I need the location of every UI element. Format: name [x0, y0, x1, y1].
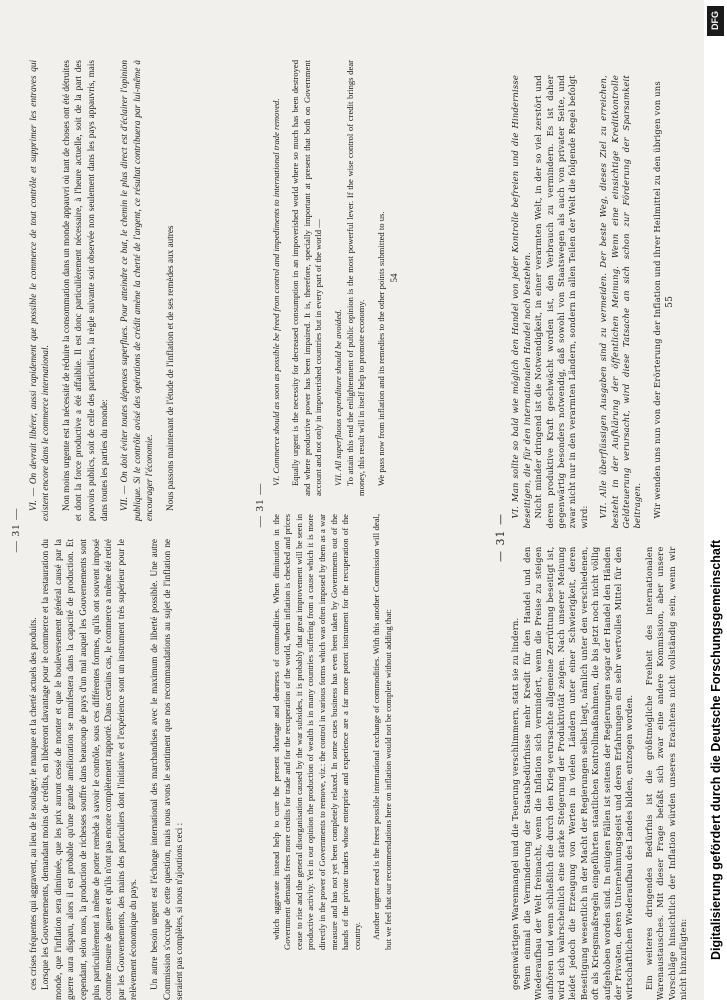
column-french	[10, 60, 260, 1000]
paragraph: Another urgent need is the freest possible international exchange of commodities. With this another Commission will deal, but we feel that our recommendations here on inflation would not be complete without adding that:	[371, 514, 393, 950]
paragraph: which aggravate instead help to cure the present shortage and dearness of commodities. When diminution in the Government demands frees more credits for trade and for the recuperation of the world, when inflation is checked and prices cease to rise and the general disorganisation caused by the war subsides, it is probably that great improvement will be seen in productive activity. Yet in our opinion the production of wealth is in many countries suffering from a cause which it is more directly in the power of Governments to remove, viz.: the control in various forms which was often imposed by them as a war measure and has not yet been completely relaxed. In some cases business has even been taken by Governments out of the hands of the private traders whose enterprise and experience are a far more potent instrument for the recuperation of the country.	[270, 514, 362, 950]
english-text	[271, 60, 402, 950]
german-text	[510, 75, 689, 1000]
page-header: — 31 —	[10, 507, 22, 553]
recommendation-vi: VI. Commerce should as soon as possible be freed from control and impediments to international trade removed.	[270, 98, 281, 486]
paragraph: To attain this end the enlightenment of public opinion is the most powerful lever. If the wise control of credit brings dear money, this result will in itself help to promote economy.	[344, 60, 367, 496]
recommendation-vi: VI. Man sollte so bald wie möglich den Handel von jeder Kontrolle befreien und die Hindernisse beseitigen, die für den internationalen Handel noch bestehen.	[510, 75, 532, 529]
recommendation-vii: VII. — On doit éviter toutes dépenses superflues. Pour atteindre ce but, le chemin le plus direct est d'éclairer l'opinion publique. Si le contrôle avisé des opérations de crédit amène la cherté de l'argent, ce résultat contribuera par lui-même à encourager l'économie.	[119, 60, 155, 521]
digitisation-watermark	[704, 0, 727, 1000]
paragraph: Non moins urgente est la nécessité de réduire la consommation dans un monde appauvri où tant de choses ont été détruites et dont la force productive a été affaiblie. Il est donc particulièrement nécessaire, à l'heure actuelle, soit de la part des pouvoirs publics, soit de celle des particuliers, la règle suivante soit observée non seulement dans les pays appauvris, mais dans toutes les parties du monde:	[60, 60, 109, 521]
recommendation-vii: VII. Alle überflüssigen Ausgaben sind zu vermeiden. Der beste Weg, dieses Ziel zu erreichen, besteht in der Aufklärung der öffentlichen Meinung. Wenn eine einsichtige Kreditkontrolle Geldteuerung verursacht, wird diese Tatsache an sich schon zur Förderung der Sparsamkeit beitragen.	[598, 75, 643, 529]
recommendation-vii: VII. All superfluous expenditure should be avoided.	[332, 309, 343, 486]
column-english	[255, 60, 485, 950]
paragraph: Ein weiteres dringendes Bedürfnis ist die größtmögliche Freiheit des internationalen Warenaustausches. Mit dieser Frage befaßt sich zwar eine andere Kommission, aber unsere Vorschläge hinsichtlich der Inflation würden unseres Erachtens nicht vollständig sein, wenn wir nicht hinzufügten:	[643, 546, 689, 1000]
page-header: — 31 —	[254, 482, 266, 528]
watermark-text: Digitalisierung gefördert durch die Deutsche Forschungsgemeinschaft	[709, 539, 723, 960]
page-header: — 31 —	[494, 513, 507, 562]
paragraph: Nous passons maintenant de l'étude de l'inflation et de ses remèdes aux autres	[164, 225, 175, 511]
paragraph: Wir wenden uns nun von der Erörterung der Inflation und ihrer Heilmittel zu den übrigen von uns	[651, 81, 662, 519]
recommendation-vi: VI. — On devrait libérer, aussi rapidement que possible le commerce de tout contrôle et supprimer les entraves qui existent encore dans le commerce international.	[27, 60, 51, 521]
page-mark: 54	[389, 273, 400, 283]
paragraph: Wenn einmal die Verminderung der Staatsbedürfnisse mehr Kredit für den Handel und den Wiederaufbau der Welt freimacht, wenn die Inflation sich vermindert, wenn die Preise zu steigen aufhören und wenn schließlich die durch den Krieg verursachte allgemeine Zerrüttung beseitigt ist, wird sich wahrscheinlich eine starke Steigerung der Produktivität zeigen. Nach unserer Meinung leidet jedoch die Erzeugung von Werten in vielen Ländern unter einer Schwierigkeit, deren Beseitigung wesentlich in der Macht der Regierungen selbst liegt, nämlich unter den verschiedenen, oft als Kriegsmaßregeln eingeführten staatlichen Kontrollmaßnahmen, die bis jetzt noch nicht völlig aufgehoben worden sind. In einigen Fällen ist seitens der Regierungen sogar der Handel den Händen der Privaten, deren Unternehmungsgeist und deren Erfahrungen ein sehr wertvolles Mittel für den wirtschaftlichen Wiederaufbau des Landes bilden, entzogen worden.	[521, 546, 635, 1000]
paragraph: Nicht minder dringend ist die Notwendigkeit, in einer verarmten Welt, in der so viel zerstört und deren produktive Kraft geschwächt worden ist, den Verbrauch zu vermindern. Es ist daher gegenwärtig besonders notwendig, daß sowohl von Staatswegen als auch von privater Seite, und zwar nicht nur in den verarmten Ländern, sondern in allen Teilen der Welt die folgende Regel befolgt wird:	[533, 75, 589, 529]
paragraph: Equally urgent is the necessity for decreased consumption in an impoverished world where so much has been destroyed and where productive power has been impaired. It is, therefore, specially important at present that both on Government account and not only in impoverished countries but in every part of the world —	[290, 60, 324, 496]
paragraph: We pass now from inflation and its remedies to the other points submitted to us.	[375, 211, 386, 486]
french-text	[27, 60, 186, 1000]
paragraph: ces crises fréquentes qui aggravent, au lieu de le soulager, le manque et la cherté actuels des produits.	[27, 617, 38, 990]
page-mark: 55	[665, 295, 676, 308]
paragraph: gegenwärtigen Warenmangel und die Teuerung verschlimmern, statt sie zu lindern.	[510, 617, 521, 990]
paragraph: Un autre besoin urgent est l'échange international des marchandises avec le maximum de liberté possible. Une autre Commission s'occupe de cette question, mais nous avons le sentiment que nos recommandations au sujet de l'inflation ne seraient pas complètes, si nous n'ajoutions ceci :	[148, 539, 185, 1000]
column-german	[495, 75, 700, 1000]
dfg-logo: DFG	[707, 6, 724, 36]
paragraph: Lorsque les Gouvernements, demandant moins de crédits, en libéreront davantage pour le commerce et la restauration du monde, que l'inflation sera diminuée, que les prix auront cessé de monter et que le bouleversement général causé par la guerre aura disparu, alors il est probable qu'une grande amélioration se manifestera dans la capacité de production. Et cependant, selon nous, la production de richesses souffre dans beaucoup de pays d'un mal auquel les Gouvernements sont plus particulièrement à même de porter remède à savoir le contrôle, sous ces différentes formes, qu'ils ont souvent imposé comme mesure de guerre et qu'ils n'ont pas encore complètement rapporté. Dans certains cas, le commerce a même été retiré par les Gouvernements, des mains des particuliers dont l'initiative et l'expérience sont un instrument très supérieur pour le relèvement économique du pays.	[40, 539, 139, 1000]
